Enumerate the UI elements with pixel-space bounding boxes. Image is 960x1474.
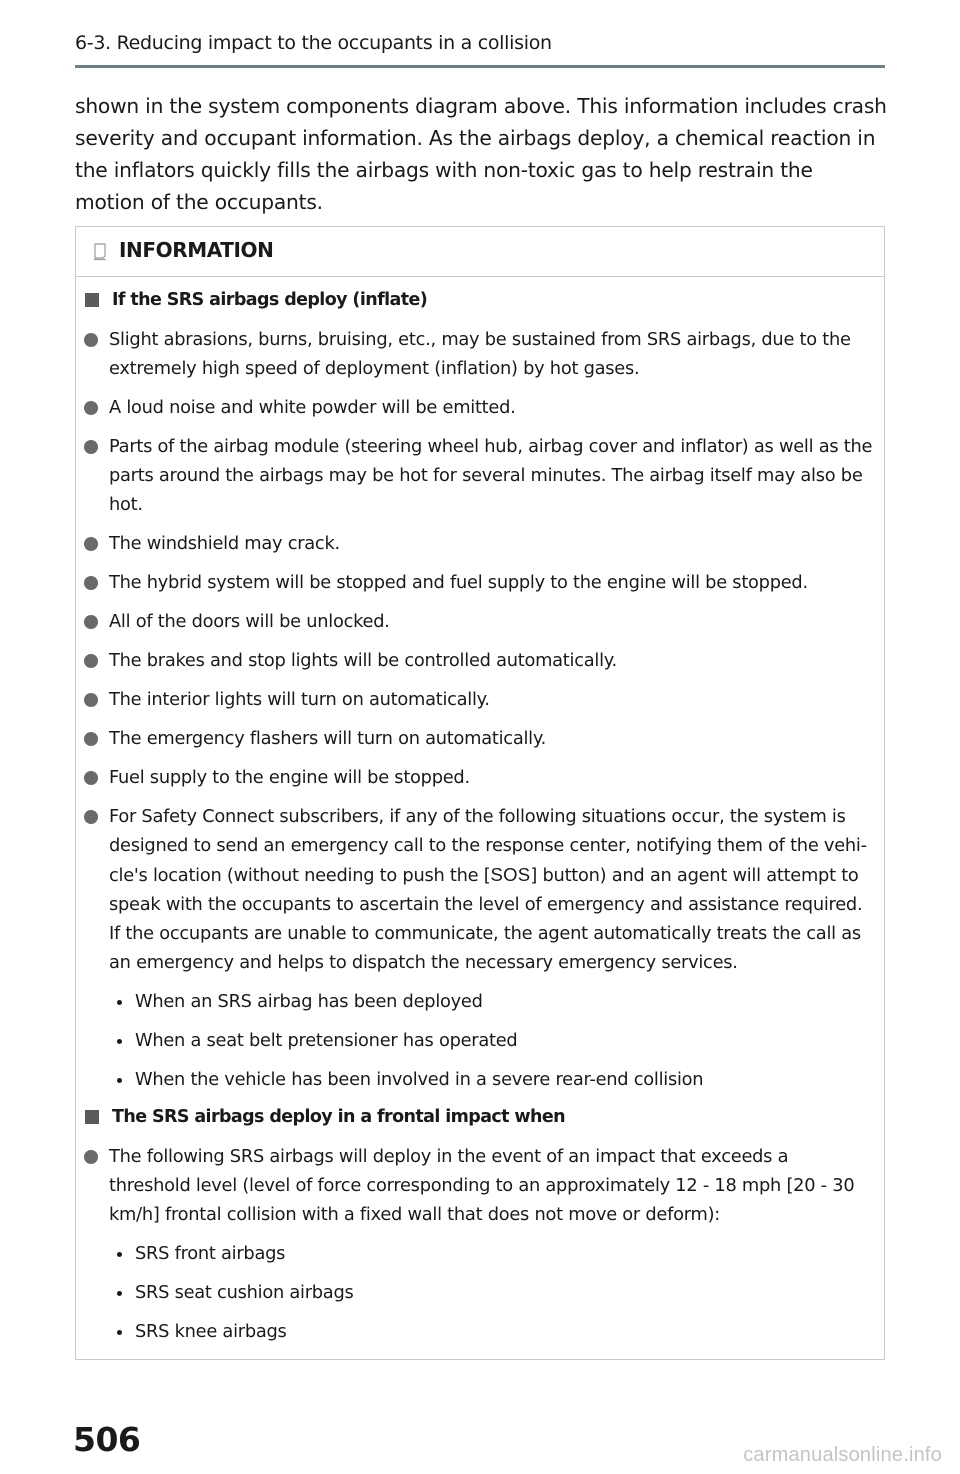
sub-list-item: SRS knee airbags <box>84 1317 874 1346</box>
round-bullet-icon <box>84 654 98 668</box>
note-icon <box>93 243 107 261</box>
small-bullet-icon <box>117 1252 122 1257</box>
round-bullet-icon <box>84 732 98 746</box>
information-box <box>75 226 885 1360</box>
list-item: Fuel supply to the engine will be stopped. <box>84 763 874 792</box>
section-heading-text: The SRS airbags deploy in a frontal impact when <box>112 1107 565 1127</box>
sub-list-item: SRS front airbags <box>84 1239 874 1268</box>
list-item: A loud noise and white powder will be emitted. <box>84 393 874 422</box>
section-heading-frontal <box>84 1104 874 1130</box>
round-bullet-icon <box>84 810 98 824</box>
list-item: The emergency flashers will turn on automatically. <box>84 724 874 753</box>
round-bullet-icon <box>84 1150 98 1164</box>
small-bullet-icon <box>117 1000 122 1005</box>
small-bullet-icon <box>117 1039 122 1044</box>
page-number: 506 <box>73 1420 141 1459</box>
small-bullet-icon <box>117 1291 122 1296</box>
small-bullet-icon <box>117 1078 122 1083</box>
round-bullet-icon <box>84 615 98 629</box>
list-item: The windshield may crack. <box>84 529 874 558</box>
round-bullet-icon <box>84 440 98 454</box>
sub-list-item: When the vehicle has been involved in a severe rear-end collision <box>84 1065 874 1094</box>
section-header <box>75 30 885 68</box>
section-heading-deploy <box>84 287 874 313</box>
list-item: The brakes and stop lights will be controlled automatically. <box>84 646 874 675</box>
information-title: INFORMATION <box>119 238 274 262</box>
list-item: The interior lights will turn on automatically. <box>84 685 874 714</box>
information-body <box>84 287 874 1356</box>
round-bullet-icon <box>84 333 98 347</box>
intro-paragraph: shown in the system components diagram above. This information includes crash severity and occupant information. As the airbags deploy, a chemical reaction in the inflators quickly fills the airbags with non-toxic gas to help restrain the motion of the occupants. <box>75 94 887 214</box>
sub-list-item: When a seat belt pretensioner has operated <box>84 1026 874 1055</box>
round-bullet-icon <box>84 576 98 590</box>
section-title: 6-3. Reducing impact to the occupants in a collision <box>75 32 552 54</box>
sos-button-label: SOS <box>490 864 531 885</box>
round-bullet-icon <box>84 401 98 415</box>
list-item: The following SRS airbags will deploy in the event of an impact that exceeds a threshold level (level of force corresponding to an approximately 12 - 18 mph [20 - 30 km/h] frontal collision with a fixed wall that does not move or deform): <box>84 1142 874 1229</box>
round-bullet-icon <box>84 537 98 551</box>
information-title-bar <box>76 227 884 277</box>
sub-list-item: When an SRS airbag has been deployed <box>84 987 874 1016</box>
square-bullet-icon <box>85 1110 99 1124</box>
list-item: Parts of the airbag module (steering wheel hub, airbag cover and inflator) as well as the parts around the airbags may be hot for several minutes. The airbag itself may also be hot. <box>84 432 874 519</box>
list-item: Slight abrasions, burns, bruising, etc., may be sustained from SRS airbags, due to the extremely high speed of deployment (inflation) by hot gases. <box>84 325 874 383</box>
list-item-safety-connect: For Safety Connect subscribers, if any of the following situations occur, the system is designed to send an emergency call to the response center, notifying them of the vehi-cle's location (without needing to push the [SOS] button) and an agent will attempt to speak with the occupants to ascertain the level of emergency and assistance required. If the occupants are unable to communicate, the agent automatically treats the call as an emergency and helps to dispatch the necessary emergency services. <box>84 802 874 977</box>
round-bullet-icon <box>84 693 98 707</box>
square-bullet-icon <box>85 293 99 307</box>
list-item: All of the doors will be unlocked. <box>84 607 874 636</box>
sub-list-item: SRS seat cushion airbags <box>84 1278 874 1307</box>
watermark: carmanualsonline.info <box>743 1444 942 1466</box>
section-heading-text: If the SRS airbags deploy (inflate) <box>112 290 428 310</box>
small-bullet-icon <box>117 1330 122 1335</box>
list-item: The hybrid system will be stopped and fuel supply to the engine will be stopped. <box>84 568 874 597</box>
round-bullet-icon <box>84 771 98 785</box>
